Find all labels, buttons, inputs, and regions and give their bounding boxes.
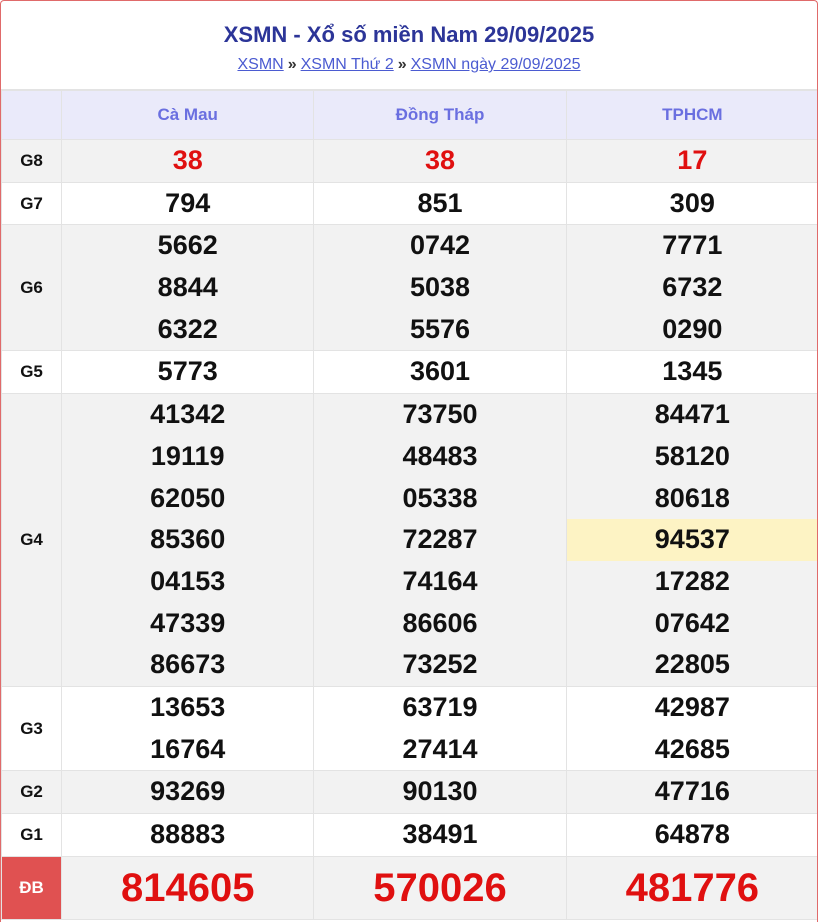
prize-number: 80618 xyxy=(654,482,730,513)
prize-row-g4 xyxy=(2,394,819,687)
prize-number: 309 xyxy=(669,187,715,218)
prize-cell xyxy=(566,814,818,857)
special-prize-number: 814605 xyxy=(120,865,255,910)
page-title: XSMN - Xổ số miền Nam 29/09/2025 xyxy=(223,22,595,47)
prize-number: 38491 xyxy=(402,819,478,849)
prize-number: 85360 xyxy=(150,524,226,555)
prize-number: 6322 xyxy=(157,313,218,344)
prize-cell xyxy=(566,771,818,814)
prize-number: 17282 xyxy=(654,565,730,596)
prize-cell xyxy=(566,182,818,225)
prize-number: 27414 xyxy=(402,733,478,764)
prize-number: 64878 xyxy=(654,819,730,849)
prize-number: 5038 xyxy=(409,272,471,303)
highlighted-prize-number: 94537 xyxy=(567,519,818,561)
prize-label: G1 xyxy=(2,814,62,857)
prize-number: 62050 xyxy=(150,482,226,513)
breadcrumb xyxy=(1,55,817,75)
prize-row-g2 xyxy=(2,771,819,814)
prize-number: 73750 xyxy=(402,399,478,430)
prize-number: 1345 xyxy=(662,356,723,387)
prize-cell xyxy=(566,394,818,687)
prize-number: 74164 xyxy=(402,565,478,596)
prize-number: 3601 xyxy=(409,356,471,387)
prize-number: 851 xyxy=(417,187,463,218)
prize-cell xyxy=(62,394,314,687)
prize-label: G4 xyxy=(2,394,62,687)
prize-number: 6732 xyxy=(662,272,723,303)
prize-label: G5 xyxy=(2,351,62,394)
prize-number: 73252 xyxy=(402,649,478,680)
prize-number: 38 xyxy=(172,145,203,175)
prize-cell xyxy=(62,351,314,394)
prize-label: G6 xyxy=(2,225,62,351)
header-corner xyxy=(2,91,62,140)
prize-number: 42685 xyxy=(654,733,730,764)
prize-cell xyxy=(566,686,818,770)
prize-number: 63719 xyxy=(402,691,478,722)
breadcrumb-link-date[interactable]: XSMN ngày 29/09/2025 xyxy=(410,56,581,73)
prize-cell xyxy=(314,394,566,687)
prize-number: 88883 xyxy=(150,819,226,849)
province-header-ca-mau: Cà Mau xyxy=(62,91,314,140)
prize-number: 07642 xyxy=(654,607,730,638)
prize-number: 84471 xyxy=(654,399,730,430)
prize-cell xyxy=(62,771,314,814)
prize-cell xyxy=(62,182,314,225)
prize-label: G7 xyxy=(2,182,62,225)
prize-number: 16764 xyxy=(150,733,226,764)
province-header-tphcm: TPHCM xyxy=(566,91,818,140)
province-header-dong-thap: Đồng Tháp xyxy=(314,91,566,140)
prize-number: 47716 xyxy=(654,776,730,807)
prize-cell xyxy=(62,140,314,183)
prize-cell xyxy=(314,686,566,770)
prize-cell xyxy=(566,225,818,351)
prize-number: 5773 xyxy=(157,356,218,387)
special-prize-number: 481776 xyxy=(625,865,760,910)
prize-cell xyxy=(314,814,566,857)
prize-number: 0742 xyxy=(409,230,471,261)
prize-number: 8844 xyxy=(157,272,218,303)
prize-number: 19119 xyxy=(150,440,225,471)
prize-cell xyxy=(314,771,566,814)
prize-row-g3 xyxy=(2,686,819,770)
prize-row-g1 xyxy=(2,814,819,857)
breadcrumb-link-xsmn[interactable]: XSMN xyxy=(237,56,284,73)
prize-number: 86673 xyxy=(150,649,226,680)
prize-number: 22805 xyxy=(654,649,730,680)
prize-row-g8 xyxy=(2,140,819,183)
prize-number: 7771 xyxy=(662,230,723,261)
prize-number: 90130 xyxy=(402,776,478,807)
prize-number: 04153 xyxy=(150,565,226,596)
prize-number: 41342 xyxy=(150,399,226,430)
prize-cell xyxy=(314,225,566,351)
prize-number: 05338 xyxy=(402,482,478,513)
results-table xyxy=(1,90,818,920)
prize-label: G3 xyxy=(2,686,62,770)
prize-row-g6 xyxy=(2,225,819,351)
prize-cell xyxy=(62,814,314,857)
prize-cell xyxy=(566,140,818,183)
special-prize-label: ĐB xyxy=(2,856,62,919)
prize-row-special xyxy=(2,856,819,919)
prize-row-g5 xyxy=(2,351,819,394)
prize-cell xyxy=(314,182,566,225)
breadcrumb-link-weekday[interactable]: XSMN Thứ 2 xyxy=(300,56,394,73)
prize-number: 93269 xyxy=(150,776,226,807)
table-header-row xyxy=(2,91,819,140)
prize-number: 0290 xyxy=(662,313,723,344)
prize-cell xyxy=(566,351,818,394)
prize-cell xyxy=(62,856,314,919)
prize-number: 47339 xyxy=(150,607,226,638)
prize-number: 58120 xyxy=(654,440,730,471)
special-prize-number: 570026 xyxy=(373,865,507,910)
breadcrumb-separator: » xyxy=(397,56,407,73)
prize-number: 17 xyxy=(677,145,708,175)
prize-number: 5576 xyxy=(409,313,471,344)
prize-number: 42987 xyxy=(654,691,730,722)
prize-cell xyxy=(314,351,566,394)
prize-number: 72287 xyxy=(402,524,478,555)
prize-number: 38 xyxy=(424,145,456,175)
prize-number: 794 xyxy=(165,187,211,218)
prize-number: 5662 xyxy=(157,230,218,261)
prize-number: 48483 xyxy=(402,440,478,471)
results-header xyxy=(1,1,817,90)
prize-cell xyxy=(314,140,566,183)
prize-cell xyxy=(62,686,314,770)
prize-cell xyxy=(314,856,566,919)
breadcrumb-separator: » xyxy=(287,56,297,73)
prize-label: G8 xyxy=(2,140,62,183)
prize-label: G2 xyxy=(2,771,62,814)
prize-cell xyxy=(62,225,314,351)
prize-number: 13653 xyxy=(150,691,226,722)
prize-number: 86606 xyxy=(402,607,478,638)
prize-cell xyxy=(566,856,818,919)
prize-row-g7 xyxy=(2,182,819,225)
